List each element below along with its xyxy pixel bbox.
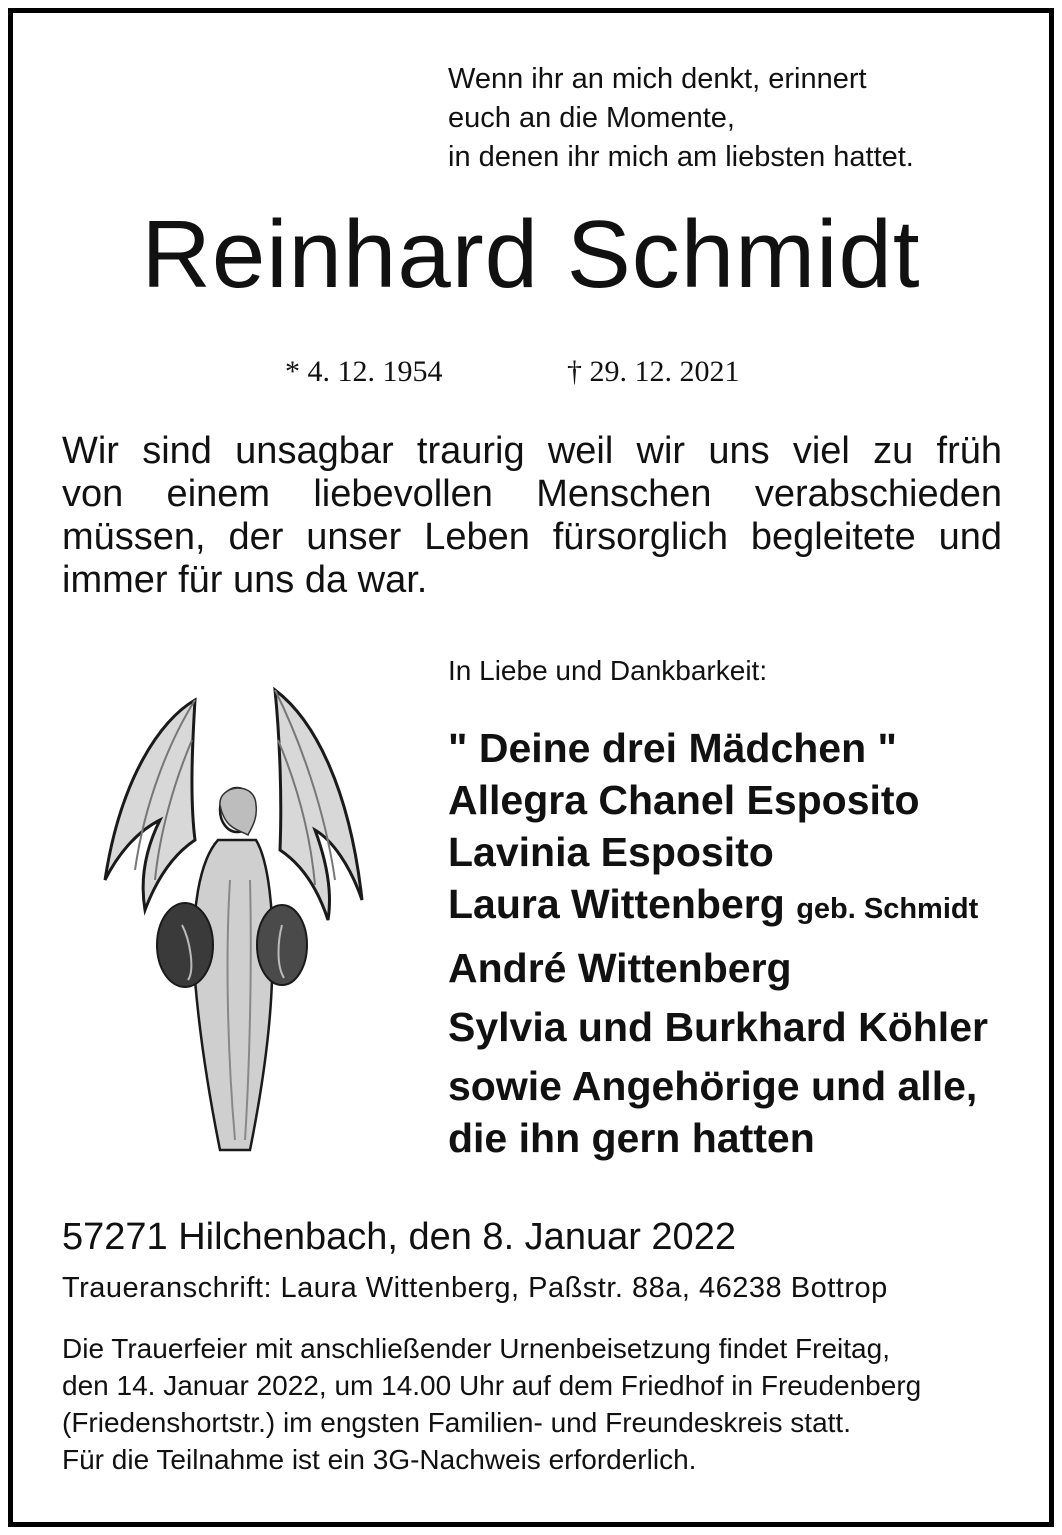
others-line: die ihn gern hatten bbox=[448, 1115, 815, 1161]
mourner-name: Laura Wittenberg bbox=[448, 881, 785, 927]
mourner-name: André Wittenberg bbox=[448, 945, 792, 991]
ceremony-info bbox=[62, 1330, 1006, 1478]
others-line: sowie Angehörige und alle, bbox=[448, 1063, 978, 1109]
message-line: von einem liebevollen Menschen verabschieden bbox=[62, 473, 1002, 515]
ceremony-line: Die Trauerfeier mit anschließender Urnenbeisetzung findet Freitag, bbox=[62, 1333, 890, 1364]
quote-line: in denen ihr mich am liebsten hattet. bbox=[448, 141, 914, 173]
message-line: müssen, der unser Leben fürsorglich begleitete und bbox=[62, 516, 1002, 558]
mourning-address: Traueranschrift: Laura Wittenberg, Paßstr. 88a, 46238 Bottrop bbox=[62, 1272, 888, 1304]
mourner-name: Sylvia und Burkhard Köhler bbox=[448, 1004, 988, 1050]
message-line: Wir sind unsagbar traurig weil wir uns viel zu früh bbox=[62, 430, 1002, 472]
mourners-intro: In Liebe und Dankbarkeit: bbox=[448, 655, 768, 686]
ceremony-line: den 14. Januar 2022, um 14.00 Uhr auf dem Friedhof in Freudenberg bbox=[62, 1370, 922, 1401]
mourner-name-with-suffix bbox=[448, 878, 988, 935]
mourner-name: Allegra Chanel Esposito bbox=[448, 777, 920, 823]
angel-robe bbox=[194, 840, 273, 1150]
angel-icon bbox=[100, 680, 370, 1160]
birth-date: * 4. 12. 1954 bbox=[285, 355, 443, 388]
deceased-name: Reinhard Schmidt bbox=[141, 201, 921, 308]
left-sleeve bbox=[157, 903, 213, 987]
mourner-name: Lavinia Esposito bbox=[448, 829, 774, 875]
mourners-list bbox=[448, 722, 988, 1164]
message-line: immer für uns da war. bbox=[62, 559, 428, 601]
quote-line: Wenn ihr an mich denkt, erinnert bbox=[448, 63, 867, 95]
ceremony-line: (Friedenshortstr.) im engsten Familien- und Freundeskreis statt. bbox=[62, 1407, 851, 1438]
quote-line: euch an die Momente, bbox=[448, 102, 735, 134]
place-date: 57271 Hilchenbach, den 8. Januar 2022 bbox=[62, 1216, 736, 1258]
opening-quote bbox=[448, 60, 914, 177]
death-date: † 29. 12. 2021 bbox=[567, 355, 740, 388]
group-title: " Deine drei Mädchen " bbox=[448, 725, 897, 771]
birth-name-suffix: geb. Schmidt bbox=[796, 893, 979, 925]
mourning-message bbox=[62, 430, 1002, 602]
ceremony-line: Für die Teilnahme ist ein 3G-Nachweis erforderlich. bbox=[62, 1444, 697, 1475]
